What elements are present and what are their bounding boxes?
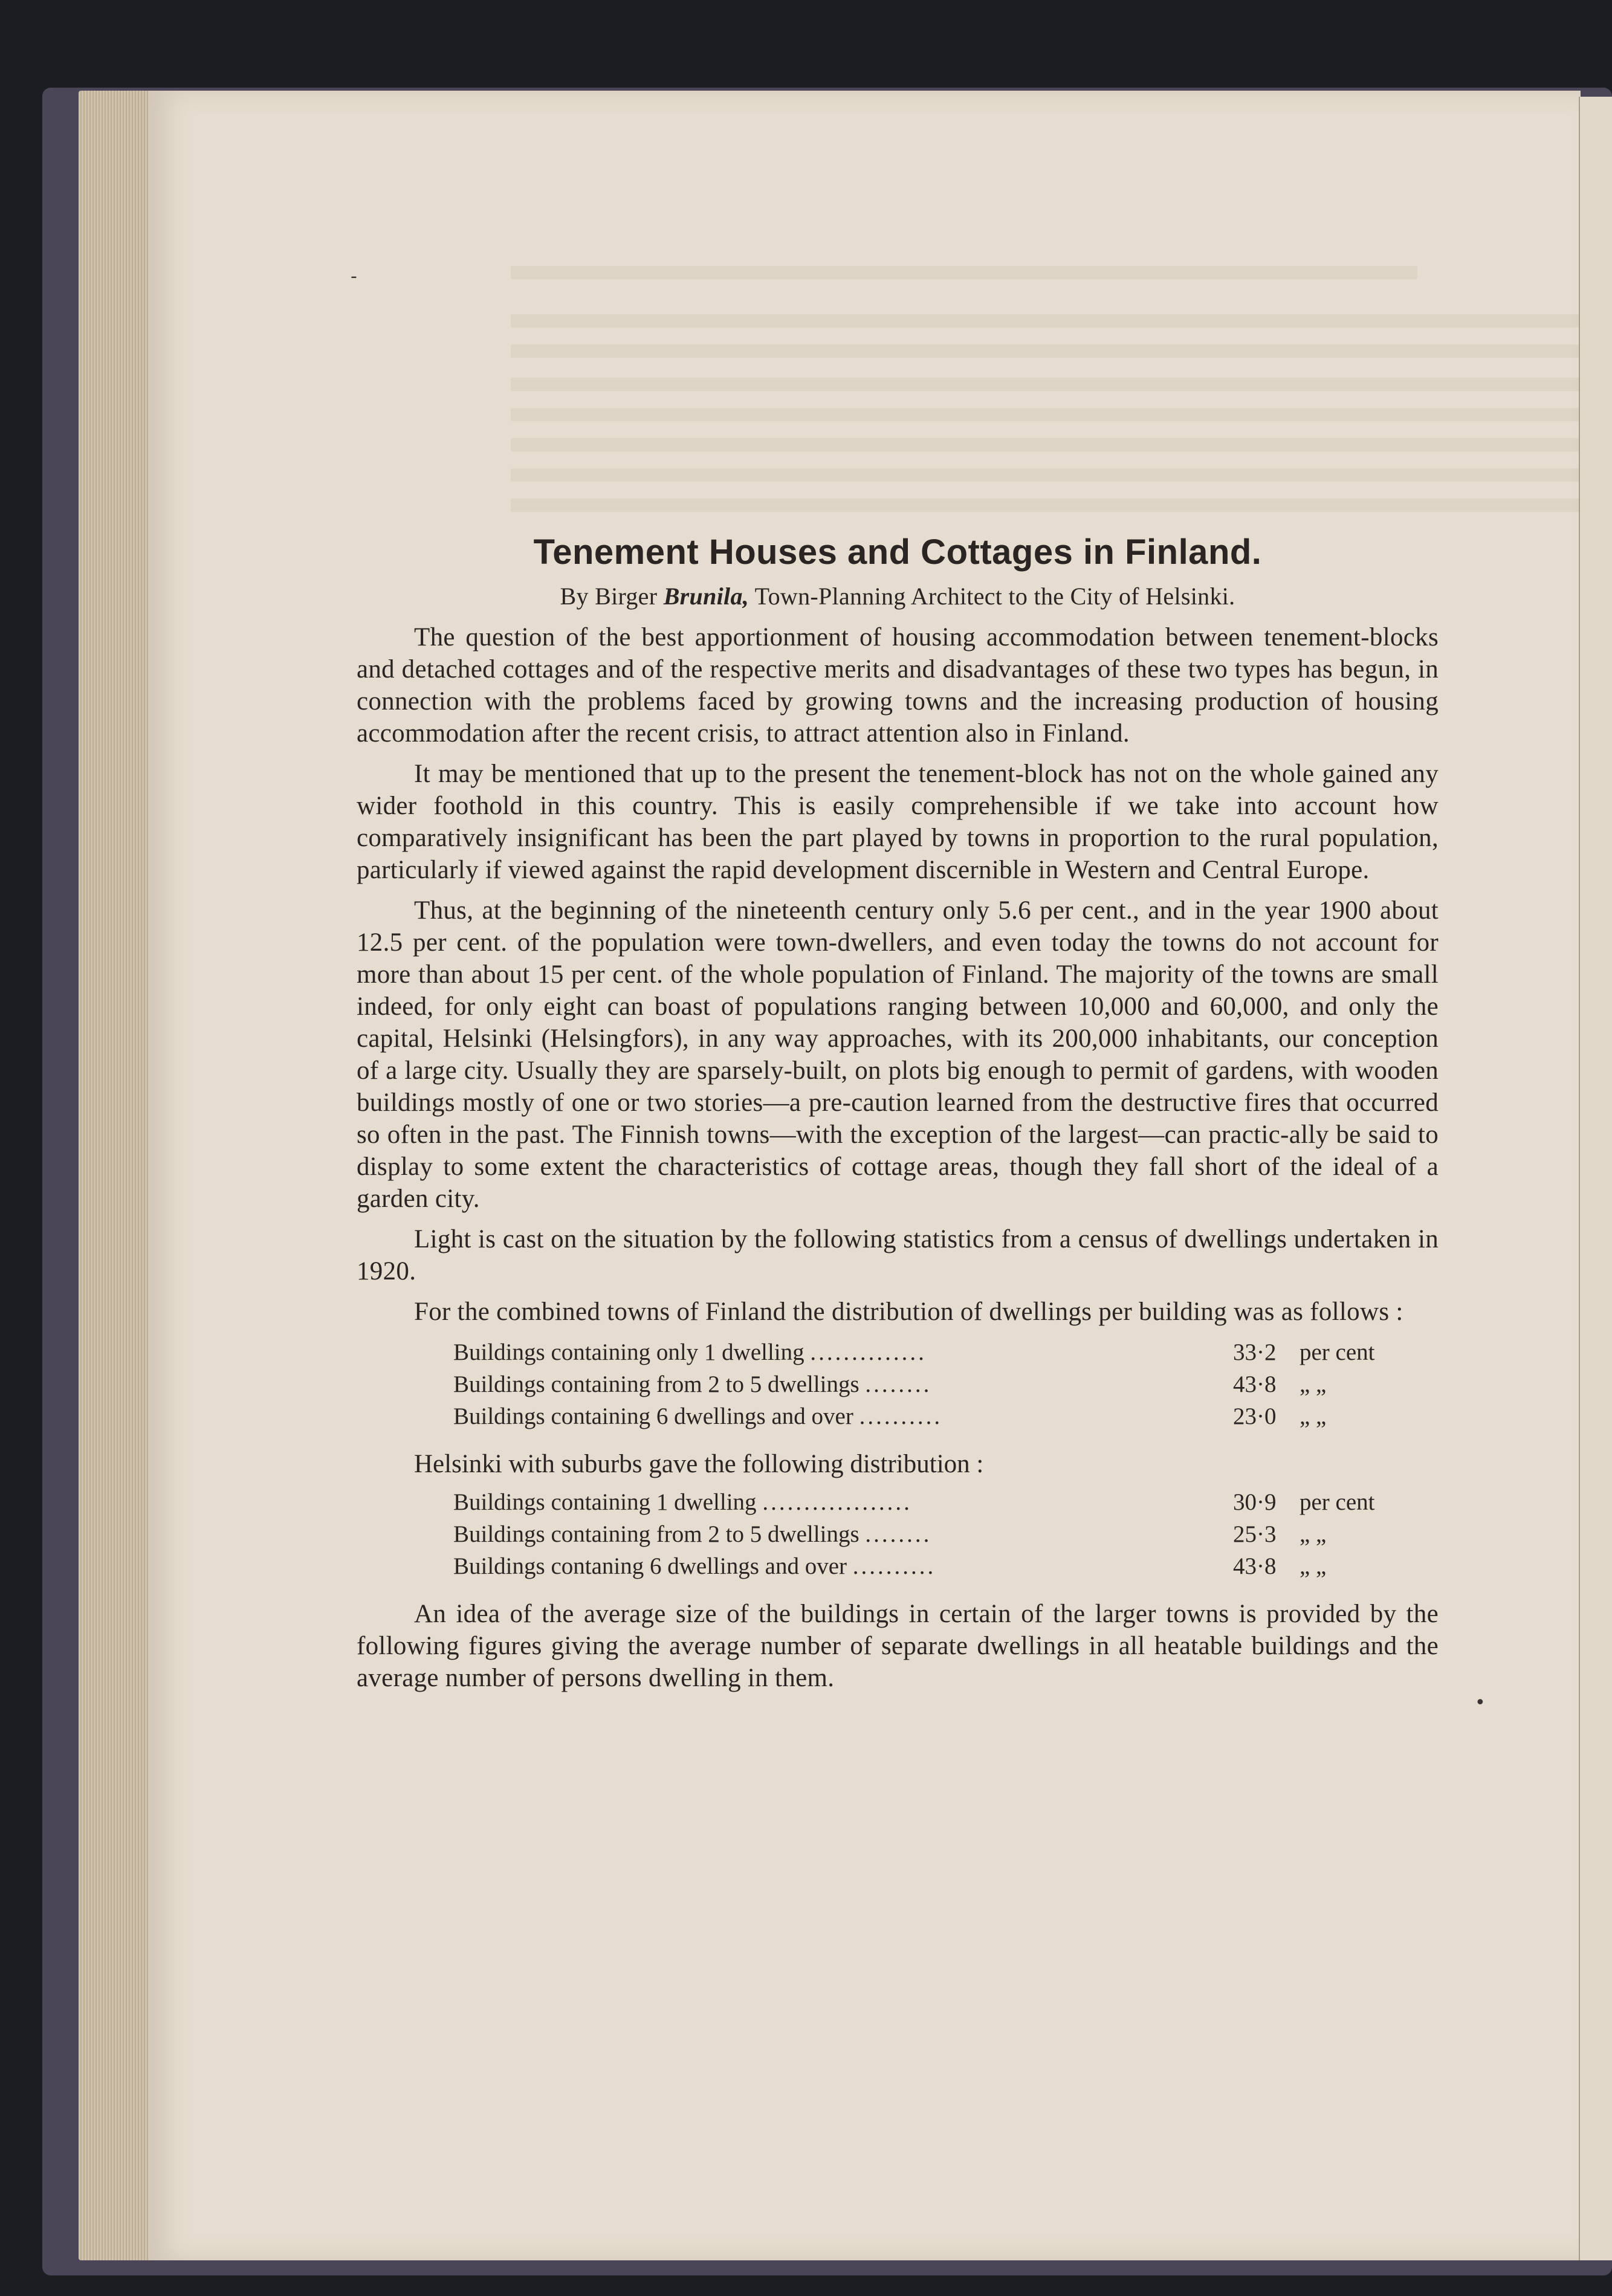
stat-value: 43·8 <box>1233 1553 1277 1579</box>
next-page-edge <box>1579 97 1612 2260</box>
stat-value: 30·9 <box>1233 1489 1277 1515</box>
bleed-through-line <box>511 408 1599 421</box>
stat-value: 33·2 <box>1233 1339 1277 1365</box>
article-title: Tenement Houses and Cottages in Finland. <box>533 532 1262 572</box>
article <box>357 532 1439 1703</box>
finland-stats-table <box>357 1336 1439 1432</box>
article-byline <box>357 582 1439 610</box>
bleed-through-line <box>511 266 1417 279</box>
stat-row <box>453 1518 1439 1550</box>
dash-mark: - <box>351 266 357 287</box>
stat-unit: per cent <box>1300 1489 1375 1515</box>
paragraph: Thus, at the beginning of the nineteenth century only 5.6 per cent., and in the year 1900 about 12.5 per cent. of the population were town-dwellers, and even today the towns do not account for more than about 15 per cent. of the whole population of Finland. The majority of the towns are small indeed, for only eight can boast of populations ranging between 10,000 and 60,000, and only the capital, Helsinki (Helsingfors), in any way approaches, with its 200,000 inhabitants, our conception of a large city. Usually they are sparsely-built, on plots big enough to permit of gardens, with wooden buildings mostly of one or two stories—a pre-caution learned from the destructive fires that occurred so often in the past. The Finnish towns—with the exception of the largest—can practic-ally be said to display to some extent the characteristics of cottage areas, though they fall short of the ideal of a garden city. <box>357 896 1439 1213</box>
byline-prefix: By Birger <box>560 583 658 610</box>
stat-label: Buildings containing only 1 dwelling .............. <box>453 1339 927 1365</box>
stat-unit: per cent <box>1300 1339 1375 1365</box>
paragraph: It may be mentioned that up to the present the tenement-block has not on the whole gained any wider foothold in this country. This is easily comprehensible if we take into account how comparatively insignificant has been the part played by towns in proportion to the rural population, particularly if viewed against the rapid development discernible in Western and Central Europe. <box>357 760 1439 884</box>
stat-label: Buildings containing 1 dwelling .................. <box>453 1489 912 1515</box>
stat-row <box>453 1486 1439 1518</box>
stat-label: Buildings contaning 6 dwellings and over .......... <box>453 1553 936 1579</box>
stat-value: 25·3 <box>1233 1521 1277 1547</box>
bleed-through-line <box>511 344 1599 358</box>
bleed-through-line <box>511 378 1599 391</box>
stat-row <box>453 1336 1439 1368</box>
closing-paragraph: An idea of the average size of the buildings in certain of the larger towns is provided by the following figures giving the average number of separate dwellings in all heatable buildings and the average number of persons dwelling in them. <box>357 1600 1439 1692</box>
stat-unit: „ „ <box>1300 1521 1327 1547</box>
byline-author: Brunila, <box>663 583 749 610</box>
stat-label: Buildings containing from 2 to 5 dwellings ........ <box>453 1371 932 1397</box>
stat-value: 43·8 <box>1233 1371 1277 1397</box>
stat-value: 23·0 <box>1233 1403 1277 1429</box>
stat-unit: „ „ <box>1300 1553 1327 1579</box>
stat-unit: „ „ <box>1300 1371 1327 1397</box>
helsinki-stats-intro: Helsinki with suburbs gave the following distribution : <box>414 1450 984 1478</box>
stat-unit: „ „ <box>1300 1403 1327 1429</box>
stat-label: Buildings containing from 2 to 5 dwellings ........ <box>453 1521 932 1547</box>
dot-mark: • <box>1475 1692 1486 1713</box>
bleed-through-line <box>511 314 1599 328</box>
bleed-through-line <box>511 438 1599 451</box>
paragraph: The question of the best apportionment of housing accommodation between tenement-blocks and detached cottages and of the respective merits and disadvantages of these two types has begun, in connection with the problems faced by growing towns and the increasing production of housing accommodation after the recent crisis, to attract attention also in Finland. <box>357 623 1439 748</box>
helsinki-stats-table <box>357 1486 1439 1582</box>
byline-suffix: Town-Planning Architect to the City of Helsinki. <box>754 583 1235 610</box>
stat-label: Buildings containing 6 dwellings and over .......... <box>453 1403 943 1429</box>
stat-row <box>453 1368 1439 1400</box>
bleed-through-line <box>511 468 1599 482</box>
stat-row <box>453 1400 1439 1432</box>
paragraph: Light is cast on the situation by the following statistics from a census of dwellings undertaken in 1920. <box>357 1225 1439 1285</box>
finland-stats-intro: For the combined towns of Finland the distribution of dwellings per building was as follows : <box>414 1298 1403 1326</box>
bleed-through-line <box>511 499 1599 512</box>
stat-row <box>453 1550 1439 1582</box>
